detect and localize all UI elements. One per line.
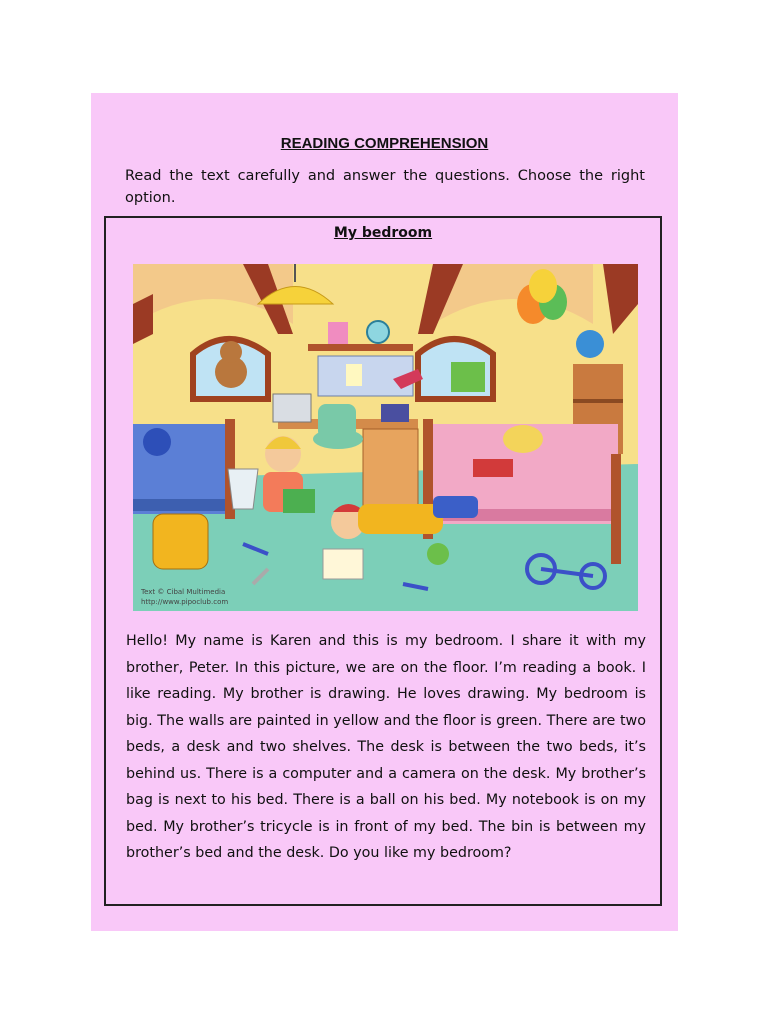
reading-passage [126,628,646,867]
text-title: My bedroom [333,225,433,241]
illustration-credit-line1: Text © Cibal Multimedia [141,588,226,596]
reading-box [104,216,662,906]
page-title: READING COMPREHENSION [280,135,489,152]
passage-text: Hello! My name is Karen and this is my bedroom. I share it with my brother, Peter. In this picture, we are on the floor. I’m reading a book. I like reading. My brother is drawing. He loves drawing. My bedroom is big. The walls are painted in yellow and the floor is green. There are two beds, a desk and two shelves. The desk is between the two beds, it’s behind us. There is a computer and a camera on the desk. My brother’s bag is next to his bed. There is a ball on his bed. My notebook is on my bed. My brother’s tricycle is in front of my bed. The bin is between my brother’s bed and the desk. Do you like my bedroom? [126,633,646,861]
worksheet-page [91,93,678,931]
illustration-credit-line2: http://www.pipoclub.com [141,598,229,606]
bedroom-illustration [133,264,638,611]
instructions: Read the text carefully and answer the questions. Choose the right option. [125,168,645,206]
